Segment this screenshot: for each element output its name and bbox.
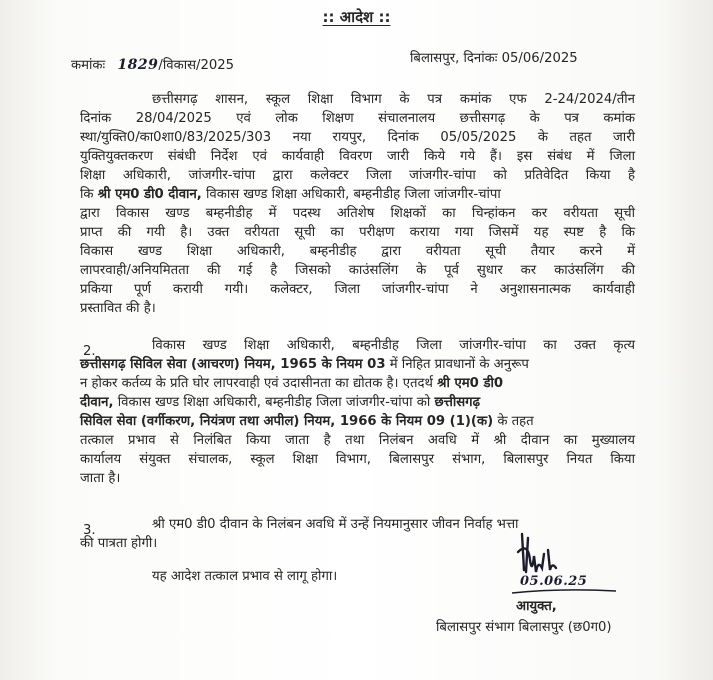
- para2-line-4-mid: विकास खण्ड शिक्षा अधिकारी, बम्हनीडीह जिला जांजगीर-चांपा को: [117, 395, 431, 410]
- para1-line-7: द्वारा विकास खण्ड बम्हनीडीह में पदस्थ अतिशेष शिक्षकों का चिन्हांकन कर वरीयता सूची: [80, 206, 635, 221]
- para2-line-3: [80, 375, 635, 392]
- para2-line-3-text: न होकर कर्तव्य के प्रति घोर लापरवाही एवं उदासीनता का द्योतक है। एतदर्थ: [80, 376, 433, 391]
- para1-line-2: दिनांक 28/04/2025 एवं लोक शिक्षण संचालनालय छत्तीसगढ़ के पत्र कमांक: [80, 111, 635, 126]
- para2-line-7: कार्यालय संयुक्त संचालक, स्कूल शिक्षा विभाग, बिलासपुर संभाग, बिलासपुर नियत किया: [80, 452, 635, 467]
- order-suffix: /विकास/2025: [158, 58, 235, 73]
- para2-line-2-rest: में निहित प्रावधानों के अनुरूप: [389, 357, 529, 372]
- signatory-title: आयुक्त,: [516, 599, 557, 614]
- para1-line-10: लापरवाही/अनियमितता की गई है जिसको काउंसलिंग के पूर्व सुधार कर काउंसलिंग की: [80, 263, 635, 278]
- para1-line-12: प्रस्तावित की है।: [80, 301, 156, 316]
- para3-number: 3.: [83, 523, 96, 538]
- para3-line-2: की पात्रता होगी।: [80, 536, 158, 551]
- para1-line-5: शिक्षा अधिकारी, जांजगीर-चांपा द्वारा कलेक्टर जिला जांजगीर-चांपा को प्रतिवेदित किया है: [80, 168, 635, 183]
- conduct-rules-bold: छत्तीसगढ़ सिविल सेवा (आचरण) नियम, 1965 के नियम 03: [80, 357, 386, 372]
- para1-line-6: [80, 186, 635, 203]
- order-label: कमांकः: [71, 58, 106, 73]
- para1-line-11: प्रकिया पूर्ण करायी गयी। कलेक्टर, जिला जांजगीर-चांपा ने अनुशासनात्मक कार्यवाही: [80, 282, 635, 297]
- para2-line-6: तत्काल प्रभाव से निलंबित किया जाता है तथा निलंबन अवधि में श्री दीवान का मुख्यालय: [80, 433, 635, 448]
- para1-line-6-prefix: कि: [80, 187, 94, 202]
- signatory-office: बिलासपुर संभाग बिलासपुर (छ0ग0): [436, 620, 612, 635]
- officer-surname-bold: दीवान,: [80, 395, 114, 410]
- para1-line-3: स्था/युक्ति0/का0शा0/83/2025/303 नया रायपुर, दिनांक 05/05/2025 के तहत जारी: [80, 130, 635, 145]
- para1-line-9: विकास खण्ड शिक्षा अधिकारी, बम्हनीडीह द्वारा वरीयता सूची तैयार करने में: [80, 244, 635, 259]
- document-title: [0, 6, 713, 28]
- para1-line-4: युक्तियुक्तकरण संबंधी निर्देश एवं कार्यवाही विवरण जारी किये गये हैं। इस संबंध में जिला: [80, 149, 635, 164]
- officer-name-bold: श्री एम0 डी0 दीवान,: [97, 187, 202, 202]
- document-title-text: :: आदेश ::: [322, 8, 391, 26]
- effect-line: यह आदेश तत्काल प्रभाव से लागू होगा।: [152, 569, 338, 584]
- para2-line-8: जाता है।: [80, 471, 121, 486]
- signature-date-handwritten: 05.06.25: [520, 574, 588, 589]
- para2-line-1: विकास खण्ड शिक्षा अधिकारी, बम्हनीडीह जिला जांजगीर-चांपा का उक्त कृत्य: [152, 338, 635, 353]
- officer-name-bold-2: श्री एम0 डी0: [437, 376, 504, 391]
- para2-line-5: [80, 413, 635, 430]
- place-date: बिलासपुर, दिनांकः 05/06/2025: [410, 51, 578, 66]
- para2-line-5-rest: के तहत: [497, 414, 534, 429]
- para1-line-1: छत्तीसगढ़ शासन, स्कूल शिक्षा विभाग के पत्र कमांक एफ 2-24/2024/तीन: [152, 92, 635, 107]
- para2-line-4: [80, 394, 635, 411]
- signature-underline-icon: [510, 586, 620, 596]
- cca-rules-bold: सिविल सेवा (वर्गीकरण, नियंत्रण तथा अपील) नियम, 1966 के नियम 09 (1)(क): [80, 414, 494, 429]
- para3-line-1: श्री एम0 डी0 दीवान के निलंबन अवधि में उन्हें नियमानुसार जीवन निर्वाह भत्ता: [152, 517, 519, 532]
- para2-number: 2.: [83, 344, 96, 359]
- para1-line-8: प्राप्त की गयी है। उक्त वरीयता सूची का परीक्षण कराया गया जिसमें यह स्पष्ट है कि: [80, 225, 635, 240]
- para2-line-2: [80, 356, 635, 373]
- order-number-handwritten: 1829: [117, 57, 159, 73]
- para1-line-6-rest: विकास खण्ड शिक्षा अधिकारी, बम्हनीडीह जिला जांजगीर-चांपा: [205, 187, 501, 202]
- state-name-bold: छत्तीसगढ़: [434, 395, 481, 410]
- order-number-line: [71, 57, 234, 74]
